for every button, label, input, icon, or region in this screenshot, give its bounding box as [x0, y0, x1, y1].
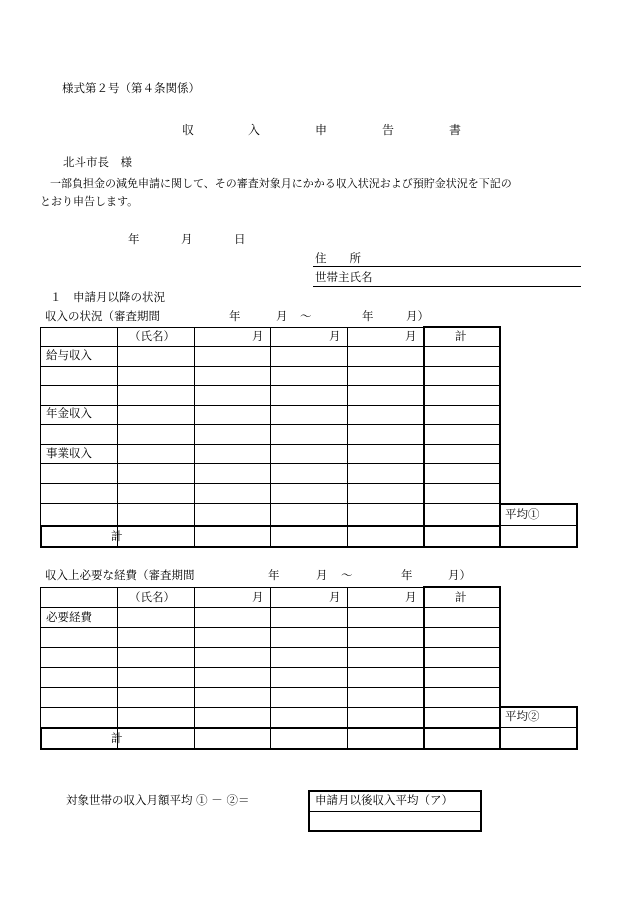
expense-header-month: 月	[329, 590, 341, 604]
expense-period-month1: 月	[316, 568, 328, 582]
income-header-month: 月	[252, 329, 264, 343]
title-char: 申	[315, 123, 328, 137]
addressee: 北斗市長 様	[63, 155, 132, 169]
result-label: 申請月以後収入平均（ア）	[315, 793, 453, 807]
grid-line	[310, 811, 480, 812]
title-char: 告	[382, 123, 395, 137]
income-header-name: （氏名）	[129, 329, 175, 343]
expense-heading: 収入上必要な経費（審査期間	[45, 568, 195, 582]
income-header-month: 月	[329, 329, 341, 343]
income-row-label: 年金収入	[46, 406, 92, 420]
section1-title: １ 申請月以降の状況	[50, 290, 165, 304]
income-period-year1: 年	[229, 309, 241, 323]
date-month: 月	[181, 232, 193, 246]
expense-period-year2: 年	[401, 568, 413, 582]
income-row-label: 事業収入	[46, 446, 92, 460]
expense-header-month: 月	[405, 590, 417, 604]
intro-text-line1: 一部負担金の減免申請に関して、その審査対象月にかかる収入状況および預貯金状況を下記の	[50, 177, 512, 190]
expense-period-year1: 年	[268, 568, 280, 582]
expense-total-label: 計	[111, 731, 123, 745]
address-label: 住 所	[315, 251, 361, 265]
expense-header-name: （氏名）	[129, 590, 175, 604]
income-heading: 収入の状況（審査期間	[45, 309, 160, 323]
grid-line	[40, 587, 41, 729]
expense-average-label: 平均②	[505, 709, 540, 723]
date-year: 年	[128, 232, 140, 246]
income-total-label: 計	[111, 529, 123, 543]
date-day: 日	[234, 232, 246, 246]
expense-header-total: 計	[455, 590, 467, 604]
income-header-total: 計	[455, 329, 467, 343]
grid-line	[194, 587, 195, 749]
grid-line	[270, 587, 271, 749]
intro-text-line2: とおり申告します。	[40, 195, 139, 208]
expense-row-label: 必要経費	[46, 610, 92, 624]
grid-line	[117, 587, 118, 749]
expense-period-tilde: ～	[341, 568, 353, 582]
income-header-month: 月	[405, 329, 417, 343]
expense-total-column	[423, 586, 501, 750]
title-char: 収	[182, 123, 195, 137]
form-number: 様式第２号（第４条関係）	[62, 81, 200, 95]
title-char: 入	[248, 123, 261, 137]
expense-total-row	[40, 727, 501, 750]
expense-header-month: 月	[252, 590, 264, 604]
expense-period-month2: 月）	[448, 568, 471, 582]
income-period-month1: 月	[276, 309, 288, 323]
income-row-label: 給与収入	[46, 348, 92, 362]
grid-line	[347, 587, 348, 749]
income-average-label: 平均①	[505, 507, 540, 521]
income-average-formula: 対象世帯の収入月額平均 ① － ②＝	[66, 793, 250, 807]
income-period-year2: 年	[362, 309, 374, 323]
householder-label: 世帯主氏名	[315, 270, 373, 284]
income-period-month2: 月）	[406, 309, 429, 323]
income-period-tilde: ～	[300, 309, 312, 323]
grid-line	[500, 727, 577, 728]
title-char: 書	[449, 123, 462, 137]
